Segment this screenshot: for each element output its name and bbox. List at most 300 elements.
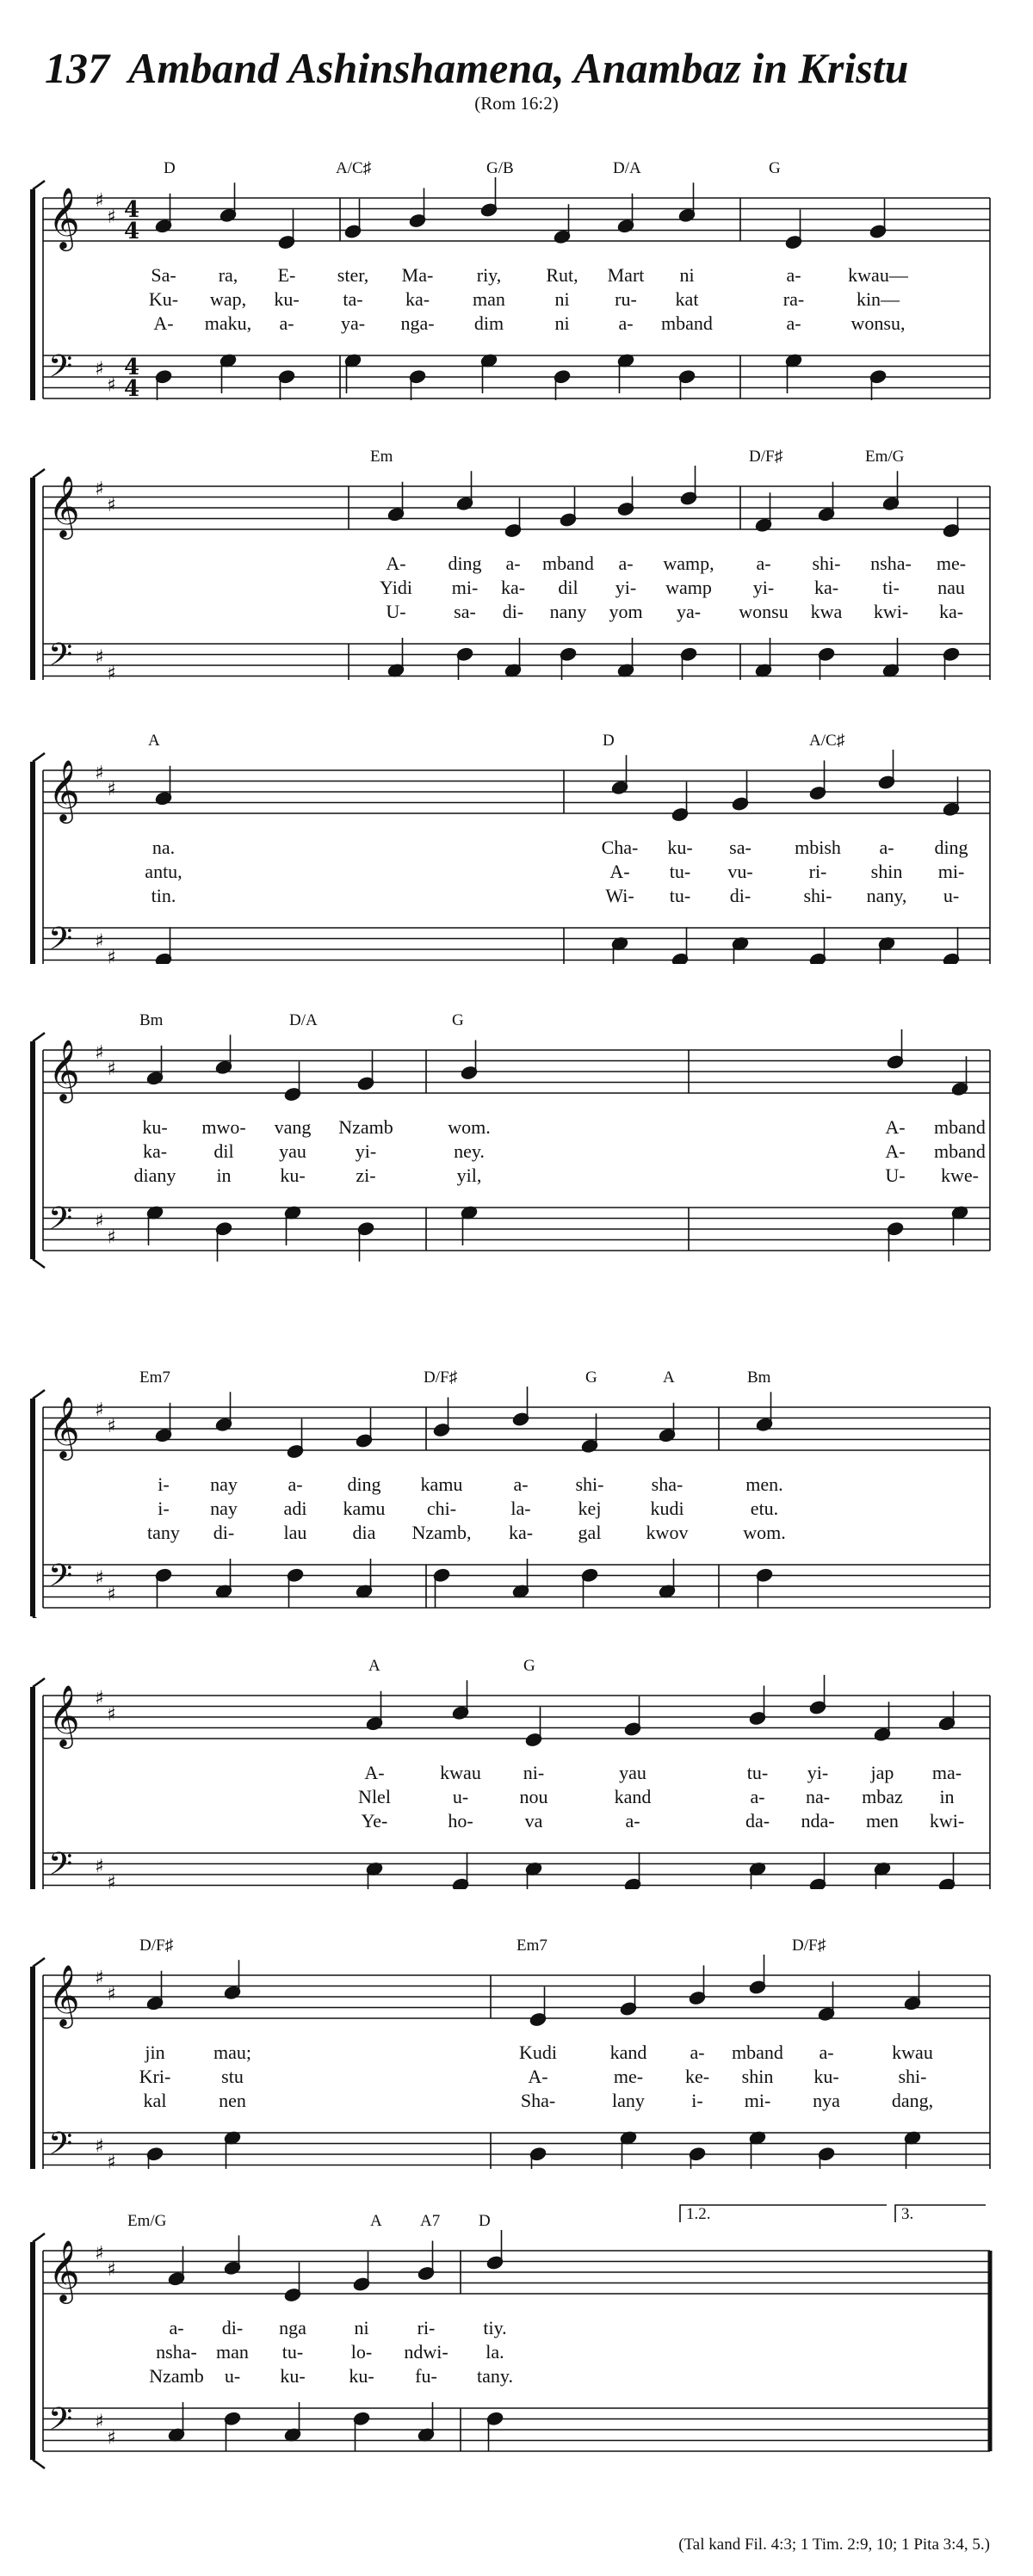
bass-clef-icon: 𝄢 — [48, 1558, 73, 1602]
lyric-syllable: U- — [885, 1164, 906, 1186]
treble-clef-icon: 𝄞 — [48, 1683, 80, 1746]
bass-staff — [43, 1846, 990, 1889]
treble-staff — [43, 1038, 990, 1103]
lyric-syllable: me- — [936, 553, 967, 574]
treble-staff — [43, 1963, 990, 2029]
lyric-syllable: gal — [578, 1522, 602, 1543]
sharp-icon: ♯ — [107, 1983, 116, 2005]
lyric-syllable: ri- — [808, 861, 827, 882]
treble-clef-icon: 𝄞 — [48, 1395, 80, 1458]
lyric-syllable: mband — [732, 2042, 783, 2063]
treble-clef-icon: 𝄞 — [48, 1038, 80, 1101]
lyric-syllable: ya- — [340, 312, 366, 334]
lyric-syllable: ku- — [349, 2365, 374, 2387]
lyric-syllable: a- — [625, 1810, 640, 1832]
lyric-syllable: nany — [549, 601, 587, 622]
sharp-icon: ♯ — [95, 763, 104, 784]
lyric-syllable: nsha- — [870, 553, 912, 574]
bass-clef-icon: 𝄢 — [48, 349, 73, 392]
music-system-3 — [0, 706, 1033, 964]
lyric-syllable: ding — [347, 1473, 381, 1495]
lyric-syllable: fu- — [415, 2365, 437, 2387]
lyric-syllable: a- — [786, 264, 801, 286]
lyric-syllable: ding — [934, 837, 968, 858]
attribution: (Tal kand Fil. 4:3; 1 Tim. 2:9, 10; 1 Pita 3:4, 5.) — [678, 2536, 990, 2554]
lyric-syllable: lany — [612, 2090, 645, 2111]
lyric-syllable: me- — [613, 2066, 644, 2087]
chord-symbol: Em/G — [127, 2212, 167, 2230]
lyric-syllable: in — [216, 1164, 232, 1186]
lyric-syllable: ku- — [274, 288, 300, 310]
chord-symbol: A — [148, 732, 160, 750]
lyric-syllable: Nzamb — [149, 2365, 204, 2387]
lyric-syllable: Cha- — [601, 837, 639, 858]
lyric-syllable: nsha- — [156, 2341, 197, 2363]
bass-staff — [43, 2401, 990, 2451]
sharp-icon: ♯ — [95, 646, 104, 669]
sharp-icon: ♯ — [107, 1872, 116, 1889]
lyric-syllable: ra- — [782, 288, 805, 310]
treble-clef-icon: 𝄞 — [48, 1963, 80, 2026]
lyric-syllable: wonsu — [739, 601, 789, 622]
lyric-syllable: ku- — [280, 1164, 306, 1186]
chord-symbol: A — [663, 1368, 675, 1387]
sharp-icon: ♯ — [95, 2135, 104, 2158]
lyric-syllable: ku- — [280, 2365, 306, 2387]
lyric-syllable: ster, — [337, 264, 369, 286]
lyric-syllable: nga — [279, 2317, 306, 2338]
lyric-syllable: yi- — [807, 1762, 829, 1783]
lyric-syllable: A- — [885, 1116, 906, 1138]
lyric-syllable: tu- — [746, 1762, 769, 1783]
time-signature: 4 — [124, 376, 140, 400]
sharp-icon: ♯ — [95, 1968, 104, 1989]
treble-staff — [43, 186, 990, 251]
lyric-syllable: tin. — [151, 885, 176, 906]
lyric-syllable: u- — [224, 2365, 241, 2387]
lyric-syllable: ni — [554, 312, 570, 334]
sharp-icon: ♯ — [95, 2243, 104, 2264]
chord-symbol: Em7 — [139, 1368, 170, 1387]
lyric-syllable: Ye- — [361, 1810, 388, 1832]
treble-staff — [43, 2239, 990, 2304]
lyric-syllable: nau — [937, 577, 965, 598]
lyric-syllable: a- — [750, 1786, 765, 1807]
lyric-syllable: tu- — [669, 861, 691, 882]
lyric-syllable: kin— — [856, 288, 900, 310]
lyric-syllable: tu- — [281, 2341, 304, 2363]
treble-staff — [43, 1395, 990, 1461]
lyric-syllable: kwau — [440, 1762, 481, 1783]
lyric-syllable: chi- — [426, 1498, 457, 1519]
lyric-syllable: dang, — [891, 2090, 934, 2111]
lyric-syllable: stu — [221, 2066, 244, 2087]
lyric-syllable: Yidi — [380, 577, 412, 598]
lyric-syllable: ku- — [142, 1116, 168, 1138]
lyric-syllable: ka- — [938, 601, 964, 622]
volta-third-label: 3. — [901, 2205, 914, 2223]
lyric-syllable: nou — [519, 1786, 548, 1807]
lyric-syllable: ma- — [931, 1762, 962, 1783]
sharp-icon: ♯ — [95, 479, 104, 500]
lyric-syllable: adi — [283, 1498, 307, 1519]
sharp-icon: ♯ — [107, 1226, 116, 1249]
lyric-syllable: diany — [133, 1164, 176, 1186]
lyric-syllable: antu, — [145, 861, 182, 882]
lyric-syllable: ho- — [448, 1810, 473, 1832]
lyric-syllable: nany, — [866, 885, 907, 906]
lyric-syllable: ku- — [813, 2066, 839, 2087]
lyric-syllable: a- — [279, 312, 294, 334]
lyric-syllable: yil, — [456, 1164, 482, 1186]
lyric-syllable: ndwi- — [404, 2341, 448, 2363]
lyric-syllable: kwa — [810, 601, 843, 622]
lyric-syllable: da- — [745, 1810, 770, 1832]
chord-symbol: D/F♯ — [749, 448, 783, 466]
hymn-title-row — [45, 43, 908, 93]
lyric-syllable: tu- — [669, 885, 691, 906]
lyric-syllable: dia — [352, 1522, 376, 1543]
lyric-syllable: nen — [219, 2090, 246, 2111]
chord-symbol: Em — [370, 448, 393, 466]
lyric-syllable: ni — [554, 288, 570, 310]
lyric-syllable: kwov — [646, 1522, 689, 1543]
lyric-syllable: va — [524, 1810, 543, 1832]
sharp-icon: ♯ — [95, 1567, 104, 1590]
lyric-syllable: men — [866, 1810, 899, 1832]
lyric-syllable: mi- — [451, 577, 479, 598]
lyric-syllable: a- — [513, 1473, 529, 1495]
lyric-syllable: nay — [210, 1473, 238, 1495]
time-signature: 4 — [124, 355, 140, 380]
lyric-syllable: riy, — [476, 264, 502, 286]
lyric-syllable: la. — [486, 2341, 504, 2363]
chord-symbol: Bm — [139, 1011, 164, 1029]
lyric-syllable: di- — [729, 885, 752, 906]
sharp-icon: ♯ — [95, 358, 104, 380]
lyric-syllable: in — [939, 1786, 955, 1807]
music-system-5 — [0, 1343, 1033, 1618]
lyric-syllable: yau — [279, 1140, 306, 1162]
chord-symbol: G — [452, 1011, 464, 1029]
bass-clef-icon: 𝄢 — [48, 1846, 73, 1889]
lyric-syllable: u- — [452, 1786, 469, 1807]
lyric-syllable: ney. — [454, 1140, 485, 1162]
sharp-icon: ♯ — [107, 494, 116, 516]
lyric-syllable: mwo- — [201, 1116, 246, 1138]
lyric-syllable: a- — [819, 2042, 834, 2063]
treble-clef-icon: 𝄞 — [48, 2239, 80, 2301]
lyric-syllable: yom — [609, 601, 643, 622]
lyric-syllable: ta- — [343, 288, 363, 310]
lyric-syllable: ni — [679, 264, 695, 286]
lyric-syllable: Sha- — [520, 2090, 556, 2111]
lyric-syllable: shi- — [575, 1473, 604, 1495]
lyric-syllable: Ku- — [148, 288, 179, 310]
lyric-syllable: kwe- — [941, 1164, 979, 1186]
volta-brackets — [680, 2205, 986, 2223]
sharp-icon: ♯ — [95, 1688, 104, 1709]
treble-staff — [43, 758, 990, 824]
chord-symbol: Em/G — [865, 448, 905, 466]
lyric-syllable: a- — [618, 312, 634, 334]
lyric-syllable: shin — [870, 861, 903, 882]
chord-symbol: Bm — [747, 1368, 771, 1387]
music-system-2 — [0, 422, 1033, 680]
lyric-syllable: kamu — [343, 1498, 386, 1519]
sharp-icon: ♯ — [107, 778, 116, 800]
chord-symbol: D/F♯ — [792, 1937, 826, 1955]
lyric-syllable: kwau — [892, 2042, 933, 2063]
chord-symbol: D — [479, 2212, 491, 2230]
music-system-8 — [0, 2186, 1033, 2530]
lyric-syllable: A- — [885, 1140, 906, 1162]
lyric-syllable: a- — [169, 2317, 184, 2338]
lyric-syllable: nya — [813, 2090, 840, 2111]
lyric-syllable: Nlel — [358, 1786, 391, 1807]
lyric-syllable: kal — [143, 2090, 167, 2111]
lyric-syllable: jin — [145, 2042, 165, 2063]
chord-symbol: G — [523, 1657, 535, 1675]
chord-symbol: G/B — [486, 159, 514, 177]
lyric-syllable: la- — [510, 1498, 531, 1519]
lyric-syllable: shi- — [898, 2066, 927, 2087]
bass-staff — [43, 349, 990, 400]
lyric-syllable: di- — [502, 601, 524, 622]
lyric-syllable: E- — [277, 264, 296, 286]
hymn-number: 137 — [45, 44, 109, 92]
lyric-syllable: ya- — [676, 601, 702, 622]
lyric-syllable: kamu — [420, 1473, 463, 1495]
sharp-icon: ♯ — [107, 2427, 116, 2449]
chord-symbol: D/A — [289, 1011, 318, 1029]
lyric-syllable: ka- — [142, 1140, 168, 1162]
lyric-syllable: mband — [542, 553, 594, 574]
lyric-syllable: A- — [528, 2066, 548, 2087]
sharp-icon: ♯ — [95, 1210, 104, 1232]
lyric-syllable: ni- — [523, 1762, 545, 1783]
chord-symbol: D/F♯ — [139, 1937, 174, 1955]
sharp-icon: ♯ — [107, 2258, 116, 2281]
lyric-syllable: jap — [870, 1762, 894, 1783]
chord-symbol: D/F♯ — [424, 1368, 458, 1387]
treble-staff — [43, 1683, 990, 1749]
lyric-syllable: kwi- — [873, 601, 909, 622]
lyric-syllable: tany. — [477, 2365, 513, 2387]
lyric-syllable: shin — [741, 2066, 774, 2087]
lyric-syllable: ke- — [684, 2066, 710, 2087]
sharp-icon: ♯ — [107, 374, 116, 397]
bass-clef-icon: 𝄢 — [48, 1201, 73, 1245]
lyric-syllable: wom. — [448, 1116, 491, 1138]
chord-symbol: A — [368, 1657, 380, 1675]
lyric-syllable: kwau— — [848, 264, 908, 286]
scripture-reference: (Rom 16:2) — [474, 93, 559, 114]
lyric-syllable: a- — [756, 553, 771, 574]
lyric-syllable: ka- — [405, 288, 430, 310]
sharp-icon: ♯ — [107, 1584, 116, 1606]
lyric-syllable: etu. — [750, 1498, 779, 1519]
lyric-syllable: Kri- — [139, 2066, 171, 2087]
lyric-syllable: maku, — [204, 312, 252, 334]
lyric-syllable: kej — [578, 1498, 602, 1519]
lyric-syllable: sha- — [651, 1473, 684, 1495]
lyric-syllable: ka- — [508, 1522, 534, 1543]
lyric-syllable: Kudi — [519, 2042, 557, 2063]
lyric-syllable: kand — [609, 2042, 647, 2063]
lyric-syllable: mi- — [744, 2090, 771, 2111]
bass-staff — [43, 1558, 990, 1608]
chord-symbol: D/A — [613, 159, 641, 177]
sharp-icon: ♯ — [95, 1042, 104, 1064]
lyric-syllable: dim — [473, 312, 504, 334]
lyric-syllable: ka- — [500, 577, 526, 598]
lyric-syllable: di- — [221, 2317, 244, 2338]
lyric-syllable: nda- — [801, 1810, 835, 1832]
lyric-syllable: lau — [283, 1522, 307, 1543]
lyric-syllable: men. — [745, 1473, 783, 1495]
lyric-syllable: wap, — [209, 288, 247, 310]
lyric-syllable: ni — [354, 2317, 369, 2338]
lyric-syllable: ru- — [615, 288, 637, 310]
lyric-syllable: mi- — [937, 861, 965, 882]
lyric-syllable: u- — [943, 885, 960, 906]
lyric-syllable: kand — [614, 1786, 652, 1807]
lyric-syllable: a- — [618, 553, 634, 574]
lyric-syllable: mbish — [795, 837, 841, 858]
lyric-syllable: dil — [213, 1140, 234, 1162]
lyric-syllable: a- — [786, 312, 801, 334]
lyric-syllable: kwi- — [929, 1810, 965, 1832]
chord-symbol: A — [370, 2212, 382, 2230]
lyric-syllable: Mart — [607, 264, 645, 286]
lyric-syllable: ku- — [667, 837, 693, 858]
treble-clef-icon: 𝄞 — [48, 186, 80, 249]
sharp-icon: ♯ — [107, 947, 116, 964]
sharp-icon: ♯ — [95, 1399, 104, 1421]
lyric-syllable: nay — [210, 1498, 238, 1519]
lyric-syllable: sa- — [729, 837, 752, 858]
lyric-syllable: wom. — [743, 1522, 786, 1543]
chord-symbol: Em7 — [516, 1937, 547, 1955]
sharp-icon: ♯ — [107, 663, 116, 680]
lyric-syllable: lo- — [350, 2341, 373, 2363]
sharp-icon: ♯ — [95, 2411, 104, 2433]
lyric-syllable: yi- — [615, 577, 637, 598]
sharp-icon: ♯ — [107, 1415, 116, 1437]
bass-staff — [43, 1201, 990, 1251]
lyric-syllable: ra, — [218, 264, 238, 286]
bass-clef-icon: 𝄢 — [48, 2401, 73, 2445]
lyric-syllable: wamp, — [663, 553, 714, 574]
lyric-syllable: mband — [934, 1116, 986, 1138]
lyric-syllable: a- — [288, 1473, 303, 1495]
lyric-syllable: nga- — [400, 312, 435, 334]
music-system-7 — [0, 1911, 1033, 2169]
lyric-syllable: i- — [158, 1498, 170, 1519]
lyric-syllable: Rut, — [546, 264, 578, 286]
bass-clef-icon: 𝄢 — [48, 2126, 73, 2169]
sharp-icon: ♯ — [95, 1856, 104, 1878]
treble-clef-icon: 𝄞 — [48, 474, 80, 537]
bass-staff — [43, 921, 990, 964]
lyric-syllable: yau — [619, 1762, 646, 1783]
volta-first-label: 1.2. — [686, 2205, 711, 2223]
lyric-syllable: yi- — [752, 577, 775, 598]
hymn-title: Amband Ashinshamena, Anambaz in Kristu — [128, 44, 909, 92]
chord-symbol: G — [585, 1368, 597, 1387]
lyric-syllable: man — [473, 288, 505, 310]
lyric-syllable: Nzamb, — [411, 1522, 472, 1543]
lyric-syllable: A- — [364, 1762, 385, 1783]
lyric-syllable: i- — [158, 1473, 170, 1495]
lyric-syllable: mbaz — [862, 1786, 903, 1807]
chord-symbol: A7 — [420, 2212, 441, 2230]
sharp-icon: ♯ — [107, 1703, 116, 1726]
lyric-syllable: ka- — [813, 577, 839, 598]
treble-clef-icon: 𝄞 — [48, 758, 80, 821]
lyric-syllable: yi- — [355, 1140, 377, 1162]
lyric-syllable: Sa- — [151, 264, 176, 286]
lyric-syllable: vang — [274, 1116, 312, 1138]
lyric-syllable: A- — [153, 312, 174, 334]
lyric-syllable: a- — [690, 2042, 705, 2063]
lyric-syllable: mband — [934, 1140, 986, 1162]
lyric-syllable: a- — [505, 553, 521, 574]
lyric-syllable: A- — [609, 861, 630, 882]
chord-symbol: A/C♯ — [809, 732, 845, 750]
time-signature: 4 — [124, 219, 140, 244]
bass-staff — [43, 2126, 990, 2169]
sharp-icon: ♯ — [95, 930, 104, 953]
lyric-syllable: tany — [147, 1522, 180, 1543]
lyric-syllable: U- — [386, 601, 406, 622]
lyric-syllable: man — [216, 2341, 249, 2363]
lyric-syllable: vu- — [727, 861, 753, 882]
lyric-syllable: a- — [879, 837, 894, 858]
music-system-1 — [0, 133, 1033, 400]
lyric-syllable: ri- — [417, 2317, 436, 2338]
lyric-syllable: di- — [213, 1522, 235, 1543]
lyric-syllable: ding — [448, 553, 482, 574]
sharp-icon: ♯ — [107, 206, 116, 228]
lyric-syllable: wamp — [665, 577, 712, 598]
bass-clef-icon: 𝄢 — [48, 637, 73, 680]
lyric-syllable: mband — [661, 312, 713, 334]
lyric-syllable: ti- — [882, 577, 900, 598]
bass-clef-icon: 𝄢 — [48, 921, 73, 964]
lyric-syllable: shi- — [812, 553, 841, 574]
music-system-6 — [0, 1631, 1033, 1889]
lyric-syllable: A- — [386, 553, 406, 574]
lyric-syllable: wonsu, — [851, 312, 906, 334]
lyric-syllable: Ma- — [401, 264, 434, 286]
lyric-syllable: na. — [152, 837, 176, 858]
lyric-syllable: kudi — [650, 1498, 684, 1519]
chord-symbol: D — [164, 159, 176, 177]
chord-symbol: G — [769, 159, 781, 177]
lyric-syllable: na- — [805, 1786, 831, 1807]
lyric-syllable: kat — [675, 288, 699, 310]
sharp-icon: ♯ — [107, 1058, 116, 1080]
time-signature: 4 — [124, 197, 140, 223]
lyric-syllable: sa- — [454, 601, 476, 622]
lyric-syllable: Nzamb — [338, 1116, 393, 1138]
sharp-icon: ♯ — [107, 2152, 116, 2169]
lyric-syllable: tiy. — [483, 2317, 507, 2338]
lyric-syllable: mau; — [213, 2042, 251, 2063]
lyric-syllable: zi- — [356, 1164, 376, 1186]
